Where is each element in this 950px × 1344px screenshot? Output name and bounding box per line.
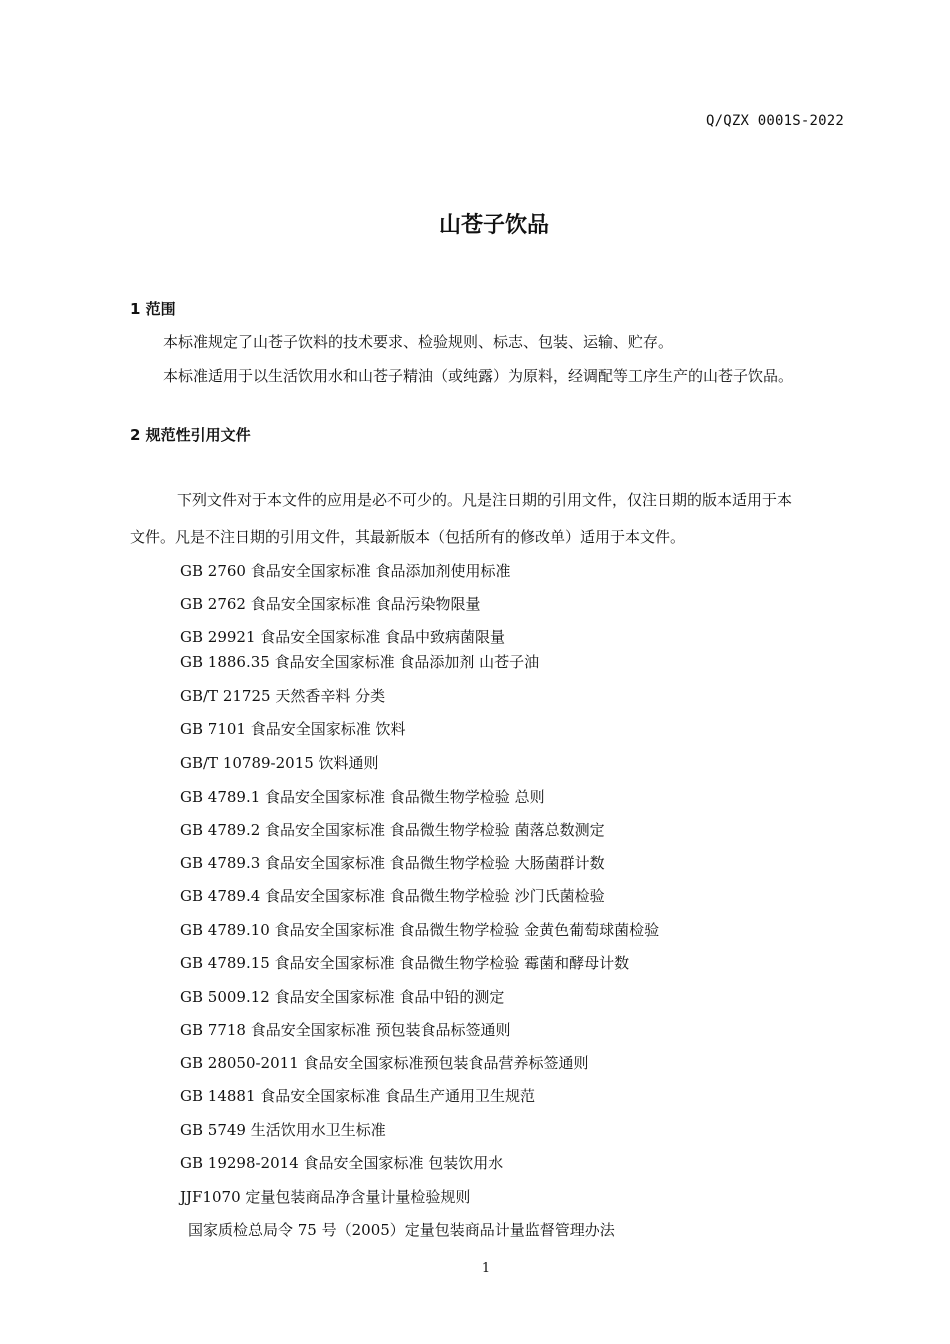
standard-code: Q/QZX 0001S-2022 [706, 113, 845, 129]
page-number: 1 [481, 1261, 491, 1276]
reference-item: GB/T 10789-2015 饮料通则 [180, 754, 379, 772]
reference-item: GB 4789.1 食品安全国家标准 食品微生物学检验 总则 [180, 788, 545, 806]
scope-paragraph-2: 本标准适用于以生活饮用水和山苍子精油（或纯露）为原料，经调配等工序生产的山苍子饮品。 [163, 367, 794, 385]
reference-item: GB 7718 食品安全国家标准 预包装食品标签通则 [180, 1021, 511, 1039]
scope-paragraph-1: 本标准规定了山苍子饮料的技术要求、检验规则、标志、包装、运输、贮存。 [163, 333, 674, 351]
reference-item: GB 14881 食品安全国家标准 食品生产通用卫生规范 [180, 1087, 536, 1105]
reference-item: GB/T 21725 天然香辛料 分类 [180, 687, 386, 705]
reference-item: GB 2762 食品安全国家标准 食品污染物限量 [180, 595, 481, 613]
section-2-heading: 2 规范性引用文件 [130, 426, 251, 444]
references-intro-line-2: 文件。凡是不注日期的引用文件，其最新版本（包括所有的修改单）适用于本文件。 [130, 528, 686, 546]
reference-item: GB 29921 食品安全国家标准 食品中致病菌限量 [180, 628, 506, 646]
reference-item: GB 1886.35 食品安全国家标准 食品添加剂 山苍子油 [180, 653, 540, 671]
reference-item: GB 4789.3 食品安全国家标准 食品微生物学检验 大肠菌群计数 [180, 854, 605, 872]
reference-item: GB 4789.2 食品安全国家标准 食品微生物学检验 菌落总数测定 [180, 821, 605, 839]
reference-item: GB 5749 生活饮用水卫生标准 [180, 1121, 386, 1139]
reference-item: GB 19298-2014 食品安全国家标准 包装饮用水 [180, 1154, 504, 1172]
reference-item: GB 7101 食品安全国家标准 饮料 [180, 720, 406, 738]
reference-item: 国家质检总局令 75 号（2005）定量包装商品计量监督管理办法 [188, 1221, 615, 1239]
reference-item: GB 4789.10 食品安全国家标准 食品微生物学检验 金黄色葡萄球菌检验 [180, 921, 660, 939]
section-1-heading: 1 范围 [130, 300, 176, 318]
reference-item: GB 4789.4 食品安全国家标准 食品微生物学检验 沙门氏菌检验 [180, 887, 605, 905]
reference-item: GB 5009.12 食品安全国家标准 食品中铅的测定 [180, 988, 505, 1006]
reference-item: GB 2760 食品安全国家标准 食品添加剂使用标准 [180, 562, 511, 580]
reference-item: GB 4789.15 食品安全国家标准 食品微生物学检验 霉菌和酵母计数 [180, 954, 630, 972]
references-intro-line-1: 下列文件对于本文件的应用是必不可少的。凡是注日期的引用文件，仅注日期的版本适用于本 [177, 491, 793, 509]
document-title: 山苍子饮品 [438, 213, 549, 238]
reference-item: JJF1070 定量包装商品净含量计量检验规则 [180, 1188, 471, 1206]
reference-item: GB 28050-2011 食品安全国家标准预包装食品营养标签通则 [180, 1054, 589, 1072]
